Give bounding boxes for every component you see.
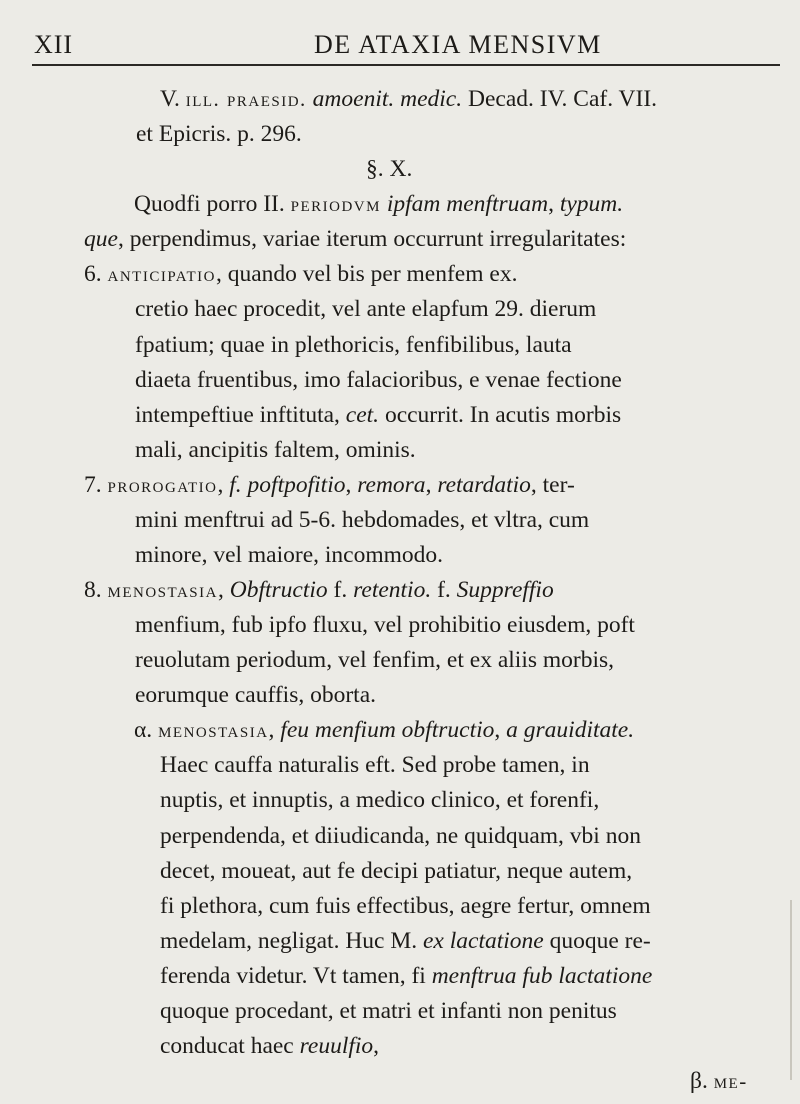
text-run: diaeta fruentibus, imo falacioribus, e venae fectione bbox=[135, 367, 622, 393]
text-line bbox=[135, 647, 614, 674]
italic-term: Suppreffio bbox=[456, 577, 554, 603]
text-line bbox=[136, 121, 302, 148]
text-run: quoque procedant, et matri et infanti non penitus bbox=[160, 998, 617, 1024]
page-header bbox=[0, 8, 800, 59]
small-caps-term: menostasia bbox=[158, 718, 269, 742]
header-rule bbox=[32, 64, 780, 66]
text-line bbox=[160, 1033, 379, 1060]
italic-term: Obftructio bbox=[229, 577, 328, 603]
text-run: medelam, negligat. Huc M. bbox=[160, 928, 423, 954]
text-run: fpatium; quae in plethoricis, fenfibilibus, lauta bbox=[135, 332, 572, 358]
text-line bbox=[160, 998, 617, 1025]
text-run: V. bbox=[160, 86, 186, 112]
text-run: occurrit. In acutis morbis bbox=[379, 402, 622, 428]
text-run: quoque re- bbox=[543, 928, 651, 954]
text-run: conducat haec bbox=[160, 1033, 300, 1059]
italic-term: typum. bbox=[559, 191, 624, 217]
italic-term: amoenit. medic. bbox=[312, 86, 463, 112]
text-run: perpendenda, et diiudicanda, ne quidquam, vbi non bbox=[160, 823, 641, 849]
text-line bbox=[135, 612, 635, 639]
text-line bbox=[84, 577, 554, 604]
text-run: intempeftiue inftituta, bbox=[135, 402, 346, 428]
italic-term: feu menfium obftructio bbox=[280, 717, 495, 743]
text-line bbox=[160, 893, 651, 920]
text-line bbox=[160, 963, 652, 990]
text-run: 6. bbox=[84, 261, 108, 287]
text-run: cretio haec procedit, vel ante elapfum 29. dierum bbox=[135, 296, 597, 322]
text-run: §. X. bbox=[366, 156, 413, 182]
italic-term: reuulfio bbox=[299, 1033, 374, 1059]
page-edge-shadow bbox=[790, 900, 792, 1080]
italic-term: menftrua fub lactatione bbox=[431, 963, 653, 989]
text-line bbox=[135, 296, 596, 323]
text-run: minore, vel maiore, incommodo. bbox=[135, 542, 444, 568]
text-run: reuolutam periodum, vel fenfim, et ex aliis morbis, bbox=[135, 647, 615, 673]
text-run: , bbox=[494, 717, 507, 743]
text-run: , perpendimus, variae iterum occurrunt irregularitates: bbox=[117, 226, 627, 252]
text-line bbox=[160, 928, 651, 955]
text-run: 8. bbox=[84, 577, 108, 603]
text-run: , bbox=[217, 472, 230, 498]
text-line bbox=[84, 261, 517, 288]
page-number: XII bbox=[34, 30, 74, 59]
text-run: β. bbox=[690, 1068, 714, 1094]
text-run: , ter- bbox=[530, 472, 575, 498]
italic-term: remora bbox=[357, 472, 426, 498]
text-run: , bbox=[268, 717, 281, 743]
italic-term: f. poftpofitio bbox=[229, 472, 346, 498]
text-line bbox=[135, 367, 622, 394]
small-caps-term: prorogatio bbox=[107, 473, 218, 497]
text-run: , bbox=[373, 1033, 380, 1059]
text-run: , quando vel bis per menfem ex. bbox=[215, 261, 518, 287]
text-run: fi plethora, cum fuis effectibus, aegre fertur, omnem bbox=[160, 893, 651, 919]
text-line bbox=[160, 787, 599, 814]
text-line bbox=[160, 86, 657, 113]
text-line bbox=[160, 752, 590, 779]
italic-term: retardatio bbox=[437, 472, 531, 498]
italic-term: ipfam menftruam bbox=[386, 191, 549, 217]
text-run: et Epicris. p. 296. bbox=[136, 121, 302, 147]
text-run: 7. bbox=[84, 472, 108, 498]
text-line bbox=[135, 507, 589, 534]
italic-term: a grauiditate. bbox=[506, 717, 635, 743]
small-caps-term: menostasia bbox=[107, 578, 218, 602]
text-run: α. bbox=[134, 717, 159, 743]
text-line bbox=[135, 542, 443, 569]
text-line bbox=[160, 823, 641, 850]
text-line bbox=[690, 1068, 748, 1095]
text-run: , bbox=[217, 577, 230, 603]
text-run: mali, ancipitis faltem, ominis. bbox=[135, 437, 416, 463]
text-run: ferenda videtur. Vt tamen, fi bbox=[160, 963, 432, 989]
text-run: mini menftrui ad 5-6. hebdomades, et vltra, cum bbox=[135, 507, 590, 533]
small-caps-term: anticipatio bbox=[107, 262, 216, 286]
text-line bbox=[84, 226, 626, 253]
text-run: , bbox=[345, 472, 358, 498]
text-run: eorumque cauffis, oborta. bbox=[135, 682, 377, 708]
italic-term: que bbox=[84, 226, 118, 252]
italic-term: retentio. bbox=[353, 577, 432, 603]
text-run: , bbox=[548, 191, 560, 217]
text-run: Decad. IV. Caf. VII. bbox=[462, 86, 658, 112]
text-line bbox=[160, 858, 632, 885]
running-head: DE ATAXIA MENSIVM bbox=[314, 30, 602, 59]
text-line bbox=[84, 472, 575, 499]
italic-term: ex lactatione bbox=[423, 928, 544, 954]
text-line bbox=[134, 191, 623, 218]
text-run: Quodfi porro II. bbox=[134, 191, 291, 217]
text-run: nuptis, et innuptis, a medico clinico, et forenfi, bbox=[160, 787, 600, 813]
small-caps-term: ill. praesid. bbox=[185, 87, 307, 111]
text-line bbox=[135, 402, 621, 429]
text-line bbox=[366, 156, 412, 183]
text-run: menfium, fub ipfo fluxu, vel prohibitio eiusdem, poft bbox=[135, 612, 635, 638]
text-run: , bbox=[425, 472, 438, 498]
text-line bbox=[135, 682, 376, 709]
text-run: f. bbox=[431, 577, 457, 603]
italic-term: cet. bbox=[345, 402, 380, 428]
text-run: Haec cauffa naturalis eft. Sed probe tamen, in bbox=[160, 752, 590, 778]
text-run: f. bbox=[327, 577, 354, 603]
small-caps-term: periodvm bbox=[290, 192, 381, 216]
text-line bbox=[135, 437, 416, 464]
small-caps-term: me- bbox=[713, 1069, 748, 1093]
text-line bbox=[135, 332, 572, 359]
text-run: decet, moueat, aut fe decipi patiatur, neque autem, bbox=[160, 858, 633, 884]
text-line bbox=[134, 717, 634, 744]
